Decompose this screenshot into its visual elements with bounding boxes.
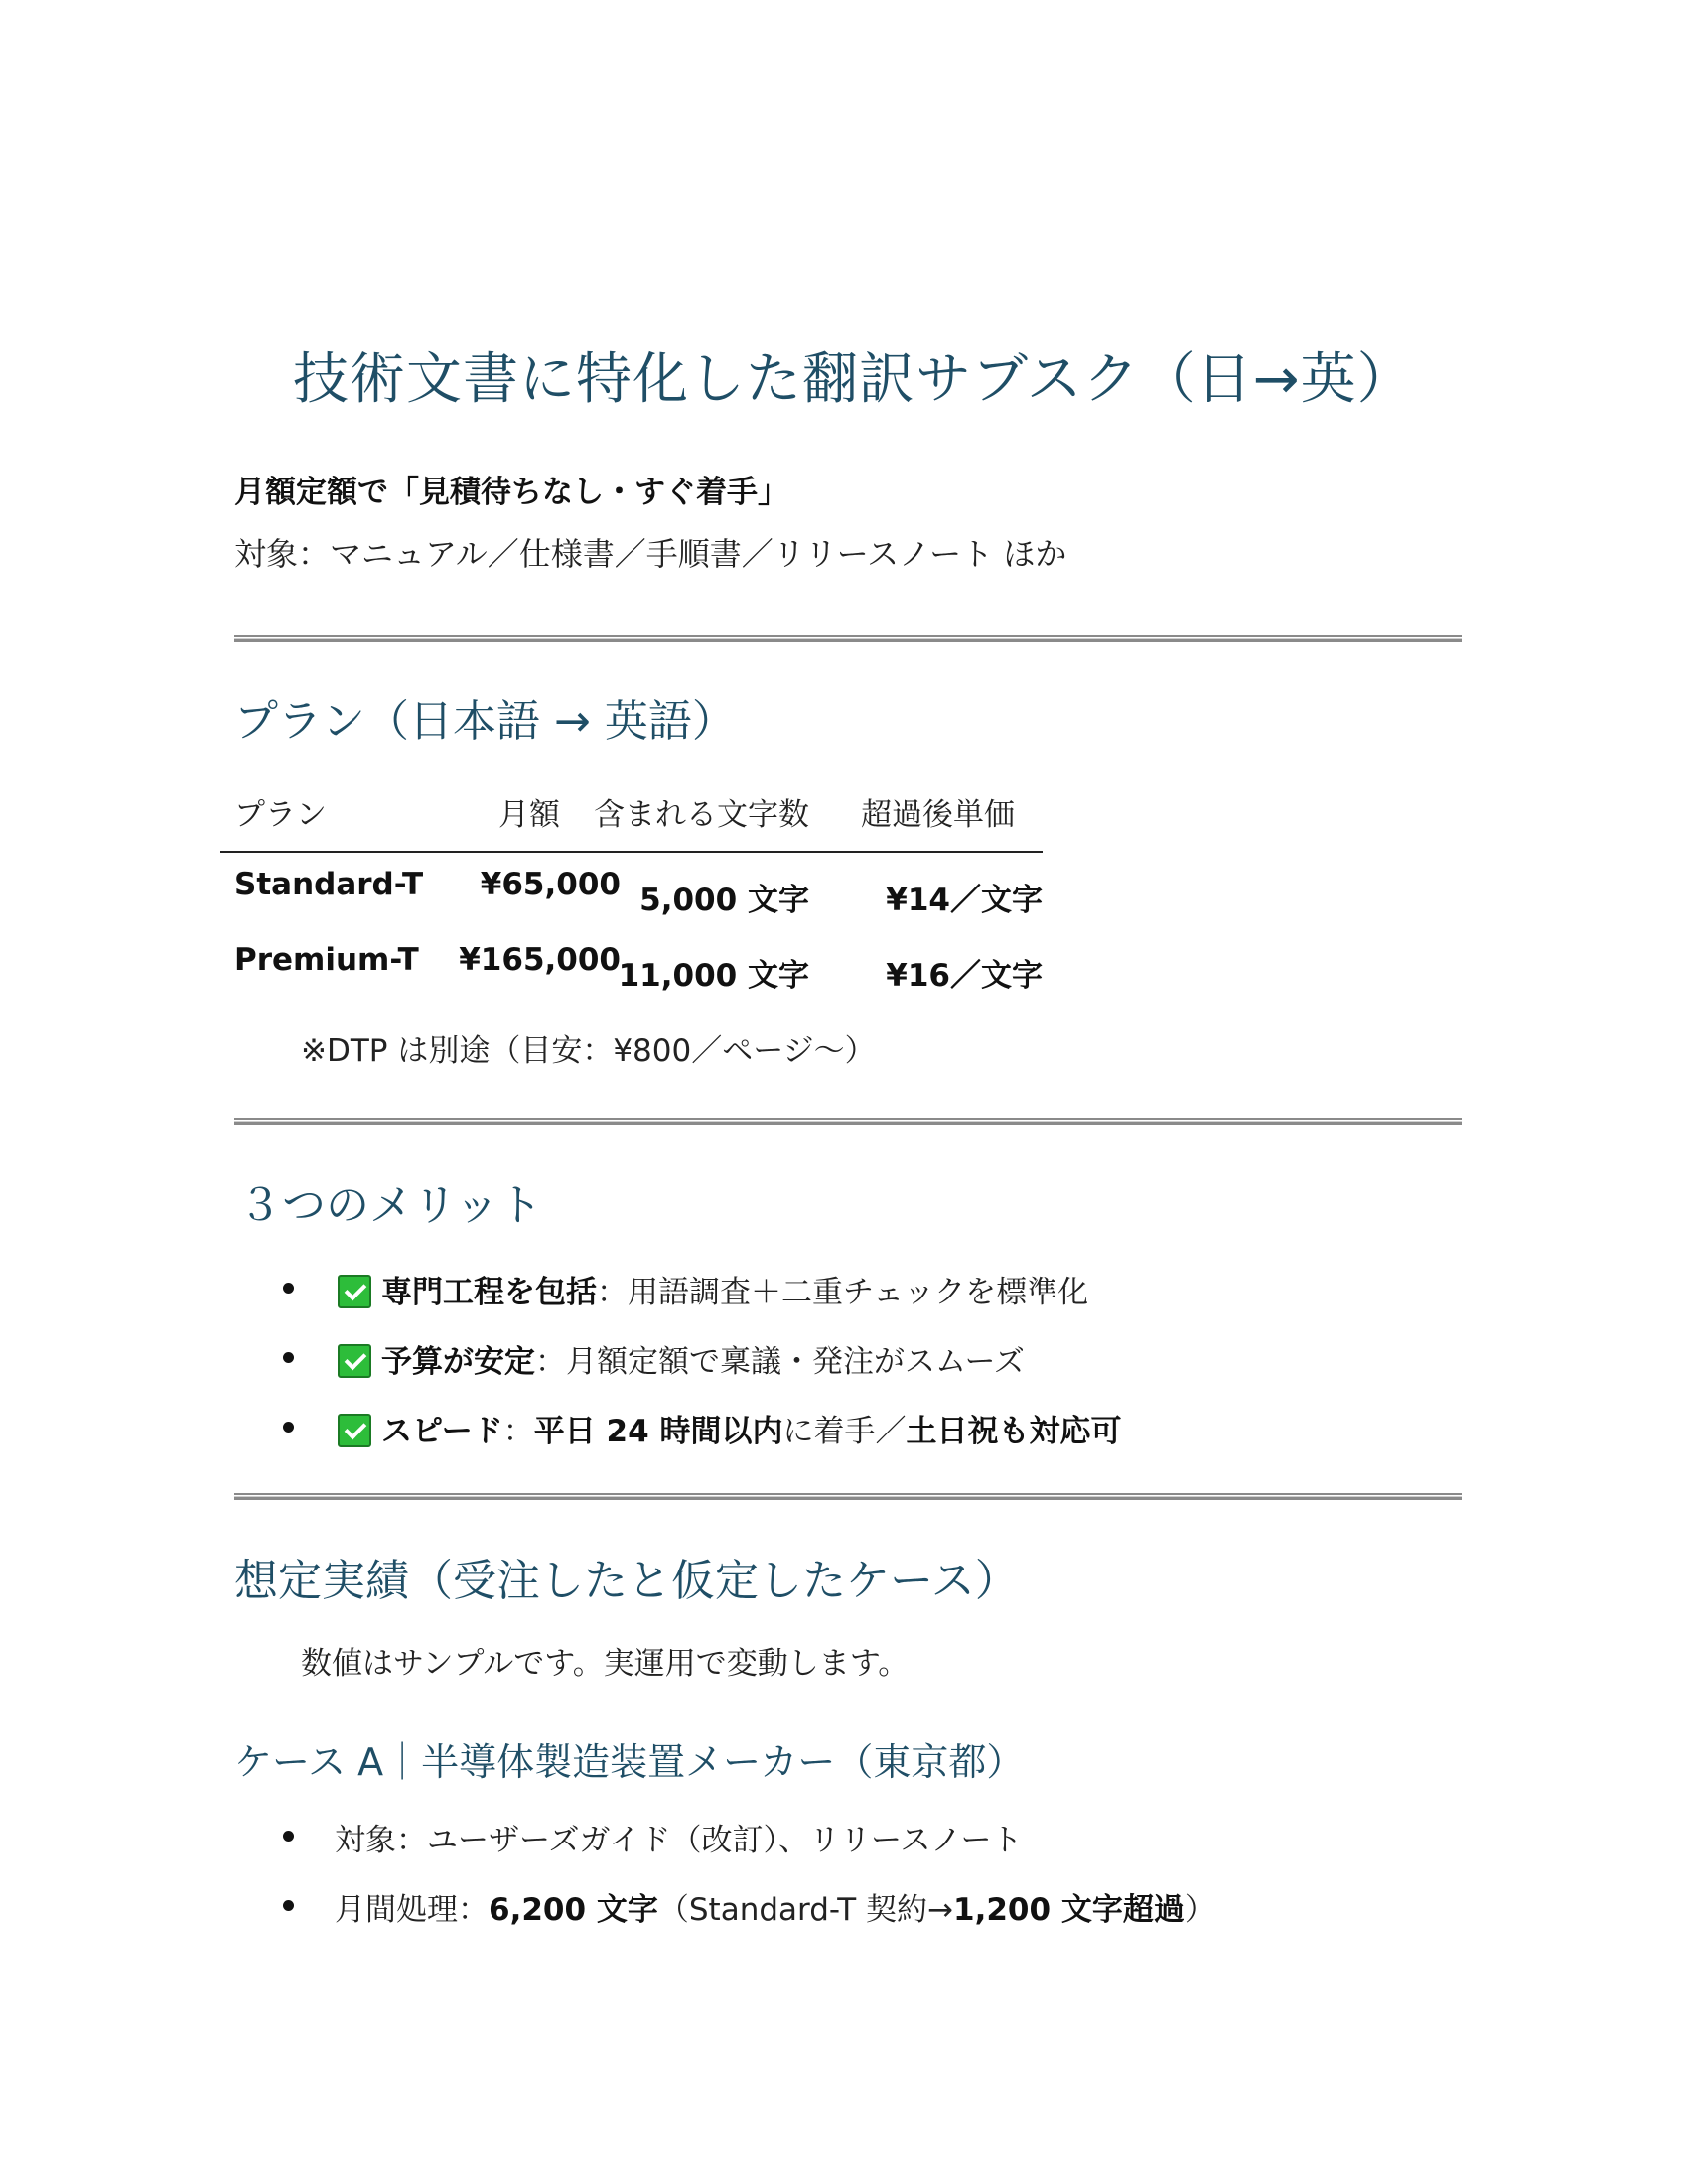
plan-table-header (220, 789, 1043, 853)
page-title: 技術文書に特化した翻訳サブスク（日→英） (293, 347, 1414, 412)
case-overage: 1,200 文字超過 (953, 1892, 1185, 1928)
merit-text: ：月額定額で稟議・発注がスムーズ (535, 1344, 1025, 1380)
plan-chars: 5,000 文字 (639, 883, 809, 918)
column-overage: 超過後単価 (861, 797, 1015, 833)
case-a-heading: ケース A｜半導体製造装置メーカー（東京都） (234, 1740, 1025, 1784)
target-documents: 対象：マニュアル／仕様書／手順書／リリースノート ほか (234, 535, 1067, 573)
section-divider (234, 1493, 1462, 1500)
dtp-note: ※DTP は別途（目安：¥800／ページ〜） (301, 1033, 876, 1069)
plan-overage: ¥16／文字 (886, 958, 1043, 994)
bullet-icon (283, 1900, 294, 1911)
case-volume-label: 月間処理： (335, 1892, 489, 1928)
merit-text: ： (502, 1414, 534, 1449)
plan-overage: ¥14／文字 (886, 883, 1043, 918)
bullet-icon (283, 1831, 294, 1842)
plan-price: ¥165,000 (459, 942, 621, 978)
case-contract: （Standard-T 契約→ (657, 1892, 953, 1928)
merit-emphasis: 平日 24 時間以内 (533, 1414, 783, 1449)
check-icon (338, 1414, 371, 1447)
merit-title: スピード (381, 1414, 503, 1449)
check-icon (338, 1275, 371, 1308)
case-volume: 6,200 文字 (489, 1892, 658, 1928)
check-icon (338, 1344, 371, 1378)
bullet-icon (283, 1352, 294, 1363)
plan-name: Premium-T (234, 942, 419, 978)
cases-heading: 想定実績（受注したと仮定したケース） (234, 1556, 1019, 1606)
merits-heading: ３つのメリット (238, 1180, 543, 1231)
plan-name: Standard-T (234, 867, 424, 902)
merit-title: 予算が安定 (381, 1344, 535, 1380)
plan-chars: 11,000 文字 (618, 958, 809, 994)
bullet-icon (283, 1422, 294, 1433)
plan-price: ¥65,000 (480, 867, 621, 902)
table-row (220, 928, 1043, 1004)
merit-text: に着手／ (782, 1414, 907, 1449)
column-monthly: 月額 (498, 797, 560, 833)
merit-emphasis: 土日祝も対応可 (906, 1414, 1122, 1449)
sample-note: 数値はサンプルです。実運用で変動します。 (301, 1646, 910, 1682)
column-plan: プラン (234, 797, 327, 833)
merit-text: ：用語調査＋二重チェックを標準化 (597, 1275, 1089, 1310)
column-included-chars: 含まれる文字数 (594, 797, 809, 833)
plans-heading: プラン（日本語 → 英語） (234, 696, 736, 747)
bullet-icon (283, 1283, 294, 1294)
case-target: 対象：ユーザーズガイド（改訂）、リリースノート (335, 1823, 1023, 1858)
tagline: 月額定額で「見積待ちなし・すぐ着手」 (234, 475, 788, 510)
plan-table (220, 789, 1043, 1004)
section-divider (234, 635, 1462, 642)
case-paren-close: ） (1184, 1892, 1215, 1928)
section-divider (234, 1118, 1462, 1125)
merit-title: 専門工程を包括 (381, 1275, 597, 1310)
table-row (220, 853, 1043, 928)
